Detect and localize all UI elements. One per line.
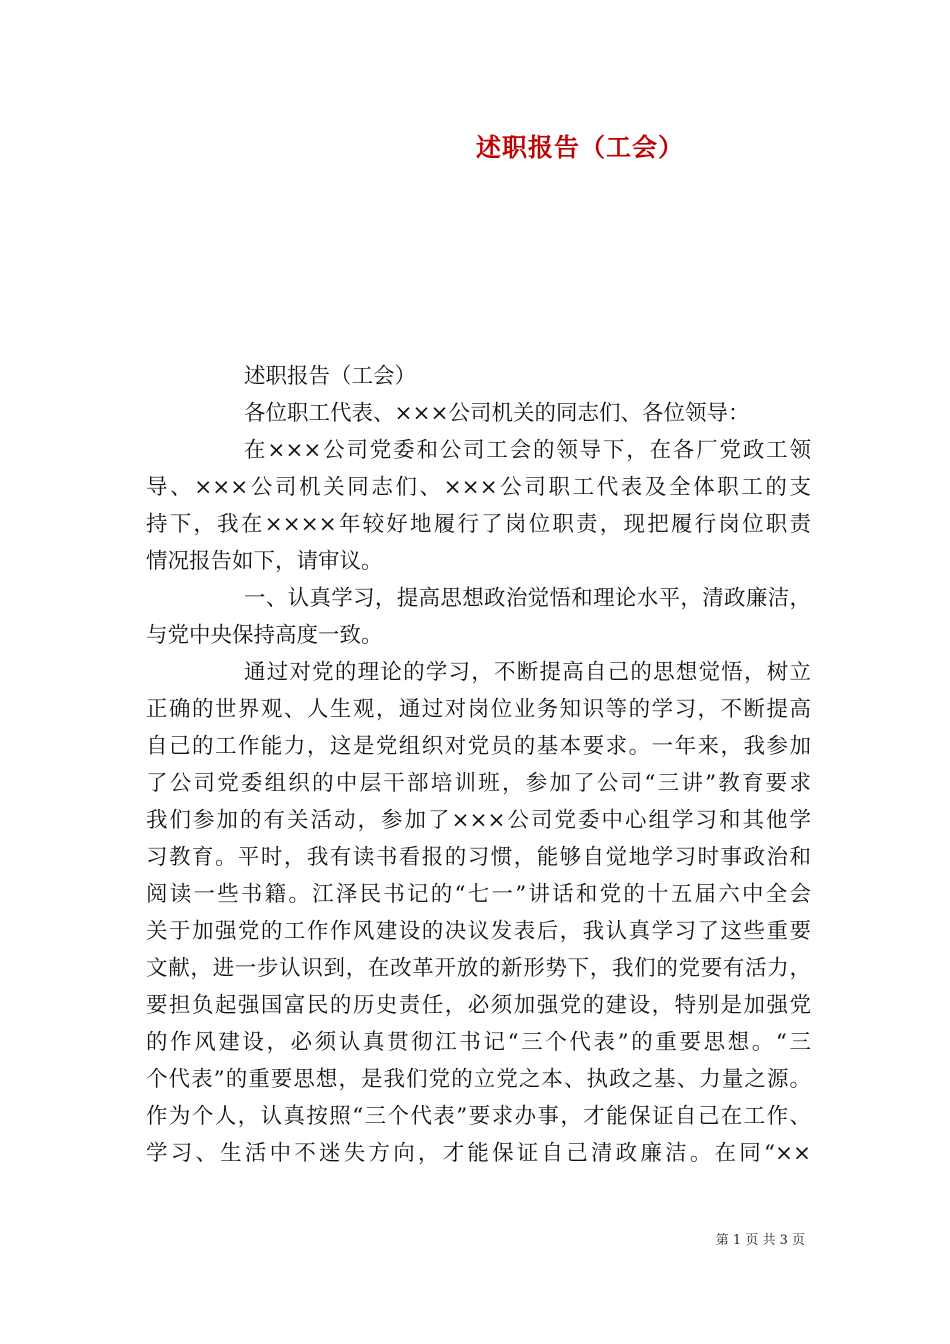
body-line: 关于加强党的工作作风建设的决议发表后，我认真学习了这些重要 [146, 919, 811, 944]
document-body [146, 358, 811, 1172]
body-line: 导、×××公司机关同志们、×××公司职工代表及全体职工的支 [146, 475, 811, 500]
body-line: 阅读一些书籍。江泽民书记的“七一”讲话和党的十五届六中全会 [146, 882, 811, 907]
body-line: 学习、生活中不迷失方向，才能保证自己清政廉洁。在同“×× [146, 1141, 811, 1166]
body-line-salutation: 各位职工代表、×××公司机关的同志们、各位领导： [244, 401, 750, 426]
body-line: 的作风建设，必须认真贯彻江书记“三个代表”的重要思想。“三 [146, 1030, 811, 1055]
body-line-section-heading: 一、认真学习，提高思想政治觉悟和理论水平，清政廉洁， [244, 586, 811, 611]
body-line: 自己的工作能力，这是党组织对党员的基本要求。一年来，我参加 [146, 734, 811, 759]
body-line: 个代表”的重要思想，是我们党的立党之本、执政之基、力量之源。 [146, 1067, 811, 1092]
body-line: 我们参加的有关活动，参加了×××公司党委中心组学习和其他学 [146, 808, 811, 833]
body-line-heading: 述职报告（工会） [244, 364, 417, 389]
body-line: 要担负起强国富民的历史责任，必须加强党的建设，特别是加强党 [146, 993, 811, 1018]
body-line: 在×××公司党委和公司工会的领导下，在各厂党政工领 [244, 438, 811, 463]
body-line: 了公司党委组织的中层干部培训班，参加了公司“三讲”教育要求 [146, 771, 811, 796]
page-number-footer: 第 1 页 共 3 页 [715, 1233, 805, 1248]
body-line: 持下，我在××××年较好地履行了岗位职责，现把履行岗位职责 [146, 512, 811, 537]
body-line: 与党中央保持高度一致。 [146, 623, 383, 648]
body-line: 作为个人，认真按照“三个代表”要求办事，才能保证自己在工作、 [146, 1104, 811, 1129]
document-title: 述职报告（工会） [475, 133, 684, 162]
body-line: 正确的世界观、人生观，通过对岗位业务知识等的学习，不断提高 [146, 697, 811, 722]
body-line: 文献，进一步认识到，在改革开放的新形势下，我们的党要有活力， [146, 956, 811, 981]
body-line: 通过对党的理论的学习，不断提高自己的思想觉悟，树立 [244, 660, 811, 685]
body-line: 习教育。平时，我有读书看报的习惯，能够自觉地学习时事政治和 [146, 845, 811, 870]
body-line: 情况报告如下，请审议。 [146, 549, 383, 574]
